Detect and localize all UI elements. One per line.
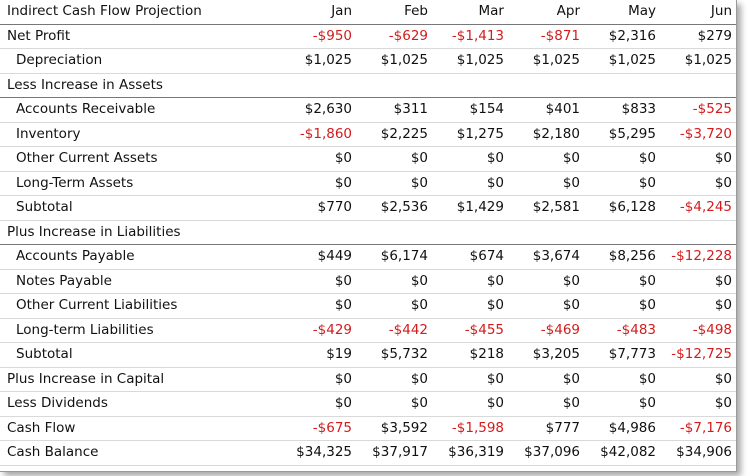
row-label: Other Current Assets [0, 147, 280, 172]
value-cell: $0 [508, 392, 584, 417]
table-row [0, 147, 736, 172]
value-cell [280, 73, 356, 98]
section-header-row [0, 73, 736, 98]
value-cell: $19 [280, 343, 356, 368]
value-cell: $1,025 [356, 49, 432, 74]
value-cell: $0 [660, 171, 736, 196]
value-cell: -$629 [356, 24, 432, 49]
value-cell: $0 [660, 269, 736, 294]
value-cell: -$498 [660, 318, 736, 343]
value-cell: $0 [356, 147, 432, 172]
row-label: Depreciation [0, 49, 280, 74]
row-label: Subtotal [0, 343, 280, 368]
value-cell: $8,256 [584, 245, 660, 270]
table-row [0, 269, 736, 294]
value-cell: -$7,176 [660, 416, 736, 441]
value-cell [432, 73, 508, 98]
table-body [0, 24, 736, 465]
table-row [0, 245, 736, 270]
value-cell: $34,325 [280, 441, 356, 466]
value-cell: -$483 [584, 318, 660, 343]
row-label: Accounts Receivable [0, 98, 280, 123]
value-cell: $777 [508, 416, 584, 441]
row-label: Less Increase in Assets [0, 73, 280, 98]
value-cell: $0 [356, 294, 432, 319]
value-cell: -$429 [280, 318, 356, 343]
month-header: Apr [508, 0, 584, 24]
value-cell: $0 [584, 392, 660, 417]
table-row [0, 49, 736, 74]
table-row [0, 98, 736, 123]
value-cell: $154 [432, 98, 508, 123]
value-cell: -$442 [356, 318, 432, 343]
value-cell: $218 [432, 343, 508, 368]
row-label: Plus Increase in Liabilities [0, 220, 280, 245]
value-cell: $1,025 [508, 49, 584, 74]
value-cell: $0 [356, 392, 432, 417]
value-cell: $1,025 [432, 49, 508, 74]
value-cell: $1,025 [660, 49, 736, 74]
value-cell: $0 [584, 294, 660, 319]
table-row [0, 24, 736, 49]
table-row [0, 367, 736, 392]
value-cell: -$12,228 [660, 245, 736, 270]
value-cell: $0 [584, 147, 660, 172]
value-cell: $3,205 [508, 343, 584, 368]
header-row [0, 0, 736, 24]
value-cell: $0 [508, 147, 584, 172]
value-cell: $279 [660, 24, 736, 49]
month-header: Feb [356, 0, 432, 24]
row-label: Long-term Liabilities [0, 318, 280, 343]
value-cell [508, 73, 584, 98]
row-label: Accounts Payable [0, 245, 280, 270]
value-cell: -$469 [508, 318, 584, 343]
value-cell: $0 [584, 171, 660, 196]
table-row [0, 392, 736, 417]
value-cell: -$12,725 [660, 343, 736, 368]
value-cell: $3,674 [508, 245, 584, 270]
row-label: Subtotal [0, 196, 280, 221]
value-cell: $1,025 [584, 49, 660, 74]
value-cell [584, 73, 660, 98]
value-cell: -$871 [508, 24, 584, 49]
value-cell: $0 [280, 147, 356, 172]
section-header-row [0, 220, 736, 245]
value-cell: -$1,413 [432, 24, 508, 49]
value-cell [280, 220, 356, 245]
month-header: Jun [660, 0, 736, 24]
value-cell: $0 [660, 294, 736, 319]
value-cell: $770 [280, 196, 356, 221]
table-row [0, 416, 736, 441]
value-cell: $0 [584, 269, 660, 294]
value-cell: $37,917 [356, 441, 432, 466]
month-header: Mar [432, 0, 508, 24]
table-row [0, 318, 736, 343]
value-cell [660, 73, 736, 98]
value-cell: $0 [280, 294, 356, 319]
value-cell [584, 220, 660, 245]
value-cell: -$675 [280, 416, 356, 441]
row-label: Cash Flow [0, 416, 280, 441]
value-cell: $0 [280, 367, 356, 392]
value-cell: $5,295 [584, 122, 660, 147]
value-cell: $37,096 [508, 441, 584, 466]
table-row [0, 441, 736, 466]
value-cell: $0 [432, 147, 508, 172]
value-cell: $0 [508, 367, 584, 392]
table-row [0, 122, 736, 147]
row-label: Notes Payable [0, 269, 280, 294]
value-cell: $833 [584, 98, 660, 123]
row-label: Less Dividends [0, 392, 280, 417]
month-header: Jan [280, 0, 356, 24]
value-cell: $449 [280, 245, 356, 270]
value-cell: $36,319 [432, 441, 508, 466]
value-cell: $7,773 [584, 343, 660, 368]
value-cell: $674 [432, 245, 508, 270]
value-cell: $0 [432, 294, 508, 319]
value-cell: $1,275 [432, 122, 508, 147]
value-cell: $2,180 [508, 122, 584, 147]
value-cell [356, 73, 432, 98]
value-cell: $0 [584, 367, 660, 392]
value-cell: $0 [432, 392, 508, 417]
value-cell: $401 [508, 98, 584, 123]
row-label: Inventory [0, 122, 280, 147]
row-label: Plus Increase in Capital [0, 367, 280, 392]
value-cell: $0 [280, 171, 356, 196]
value-cell: $0 [432, 367, 508, 392]
value-cell: $0 [280, 392, 356, 417]
value-cell: -$4,245 [660, 196, 736, 221]
value-cell: $0 [660, 392, 736, 417]
month-header: May [584, 0, 660, 24]
value-cell [660, 220, 736, 245]
table-row [0, 171, 736, 196]
value-cell: $5,732 [356, 343, 432, 368]
value-cell: $6,128 [584, 196, 660, 221]
row-label: Net Profit [0, 24, 280, 49]
value-cell: $0 [432, 171, 508, 196]
value-cell: $2,316 [584, 24, 660, 49]
value-cell: -$1,598 [432, 416, 508, 441]
value-cell: $2,581 [508, 196, 584, 221]
value-cell: -$525 [660, 98, 736, 123]
value-cell: -$3,720 [660, 122, 736, 147]
value-cell: $0 [660, 147, 736, 172]
row-label: Cash Balance [0, 441, 280, 466]
value-cell: $311 [356, 98, 432, 123]
table-title: Indirect Cash Flow Projection [0, 0, 280, 24]
row-label: Other Current Liabilities [0, 294, 280, 319]
value-cell: $1,025 [280, 49, 356, 74]
value-cell: $34,906 [660, 441, 736, 466]
value-cell: $0 [356, 269, 432, 294]
value-cell: $6,174 [356, 245, 432, 270]
value-cell: $3,592 [356, 416, 432, 441]
value-cell: $42,082 [584, 441, 660, 466]
table-row [0, 294, 736, 319]
value-cell: $0 [356, 171, 432, 196]
value-cell: $2,536 [356, 196, 432, 221]
value-cell: $2,630 [280, 98, 356, 123]
value-cell: -$455 [432, 318, 508, 343]
table-row [0, 196, 736, 221]
value-cell: $0 [508, 269, 584, 294]
row-label: Long-Term Assets [0, 171, 280, 196]
value-cell [508, 220, 584, 245]
value-cell: $0 [432, 269, 508, 294]
value-cell: $0 [508, 294, 584, 319]
value-cell [432, 220, 508, 245]
value-cell [356, 220, 432, 245]
value-cell: -$1,860 [280, 122, 356, 147]
table-row [0, 343, 736, 368]
value-cell: -$950 [280, 24, 356, 49]
value-cell: $0 [660, 367, 736, 392]
value-cell: $1,429 [432, 196, 508, 221]
value-cell: $2,225 [356, 122, 432, 147]
value-cell: $0 [508, 171, 584, 196]
value-cell: $0 [356, 367, 432, 392]
value-cell: $0 [280, 269, 356, 294]
value-cell: $4,986 [584, 416, 660, 441]
